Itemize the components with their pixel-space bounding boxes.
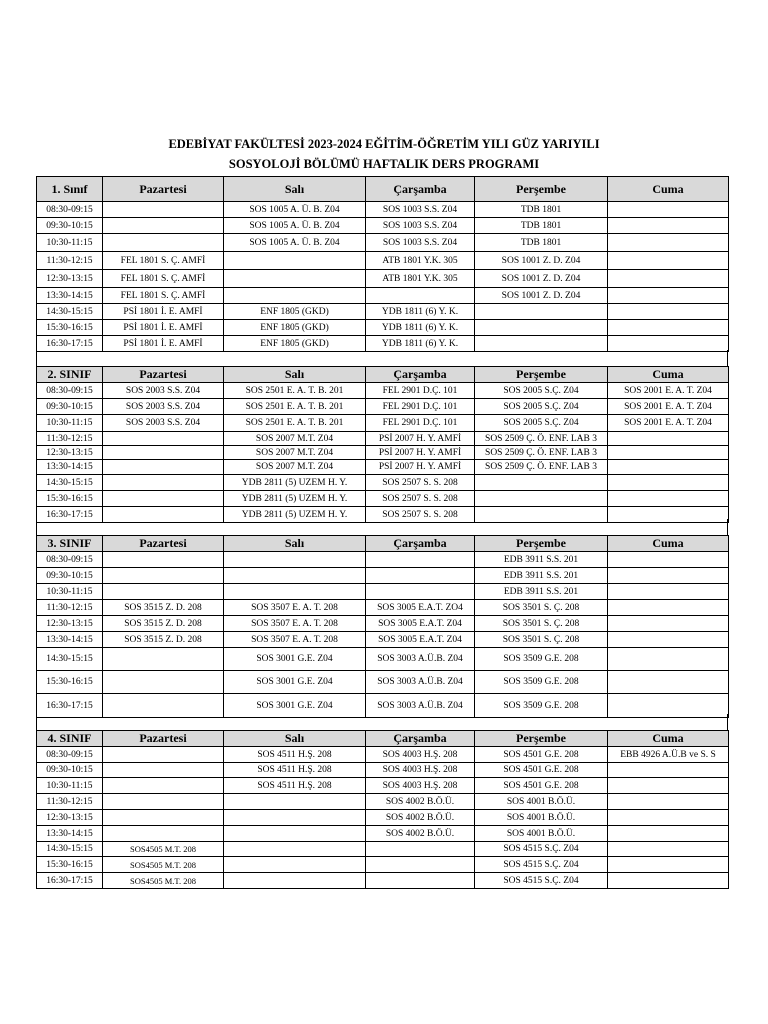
time-slot: 10:30-11:15 — [37, 234, 103, 252]
course-cell: SOS4505 M.T. 208 — [103, 857, 224, 873]
course-cell — [366, 842, 475, 857]
course-cell: SOS 2507 S. S. 208 — [366, 475, 475, 491]
time-slot: 10:30-11:15 — [37, 415, 103, 432]
class-label: 4. SINIF — [37, 731, 103, 747]
course-cell: PSİ 2007 H. Y. AMFİ — [366, 446, 475, 460]
time-slot: 14:30-15:15 — [37, 842, 103, 857]
course-cell — [608, 763, 729, 778]
course-cell — [103, 202, 224, 218]
course-cell — [608, 234, 729, 252]
time-slot: 08:30-09:15 — [37, 552, 103, 568]
table-row — [37, 270, 729, 288]
course-cell: SOS 4515 S.Ç. Z04 — [475, 842, 608, 857]
course-cell: SOS 3003 A.Ü.B. Z04 — [366, 648, 475, 671]
course-cell: SOS 2001 E. A. T. Z04 — [608, 399, 729, 415]
time-slot: 11:30-12:15 — [37, 600, 103, 616]
course-cell: SOS 1003 S.S. Z04 — [366, 218, 475, 234]
day-header: Salı — [224, 177, 366, 202]
course-cell — [103, 747, 224, 763]
course-cell: TDB 1801 — [475, 218, 608, 234]
course-cell: SOS 3507 E. A. T. 208 — [224, 600, 366, 616]
table-row — [37, 568, 729, 584]
course-cell — [103, 446, 224, 460]
course-cell: SOS 2509 Ç. Ö. ENF. LAB 3 — [475, 446, 608, 460]
course-cell: SOS 3501 S. Ç. 208 — [475, 600, 608, 616]
course-cell — [103, 460, 224, 475]
table-row — [37, 873, 729, 889]
course-cell — [608, 552, 729, 568]
course-cell: EDB 3911 S.S. 201 — [475, 568, 608, 584]
course-cell — [608, 460, 729, 475]
table-row — [37, 857, 729, 873]
course-cell — [608, 826, 729, 842]
course-cell — [224, 842, 366, 857]
time-slot: 09:30-10:15 — [37, 399, 103, 415]
course-cell — [608, 270, 729, 288]
time-slot: 11:30-12:15 — [37, 794, 103, 810]
course-cell — [224, 568, 366, 584]
course-cell: SOS 2003 S.S. Z04 — [103, 399, 224, 415]
course-cell — [224, 270, 366, 288]
table-header-row — [37, 177, 729, 202]
table-row — [37, 288, 729, 304]
course-cell — [224, 584, 366, 600]
course-cell: PSİ 1801 İ. E. AMFİ — [103, 304, 224, 320]
class-label: 2. SINIF — [37, 367, 103, 383]
time-slot: 13:30-14:15 — [37, 826, 103, 842]
course-cell — [608, 491, 729, 507]
course-cell — [224, 288, 366, 304]
course-cell: SOS 3509 G.E. 208 — [475, 671, 608, 694]
course-cell: SOS 4515 S.Ç. Z04 — [475, 873, 608, 889]
course-cell: YDB 2811 (5) UZEM H. Y. — [224, 475, 366, 491]
table-row — [37, 320, 729, 336]
course-cell — [608, 320, 729, 336]
table-row — [37, 584, 729, 600]
document-title-line2: SOSYOLOJİ BÖLÜMÜ HAFTALIK DERS PROGRAMI — [228, 157, 540, 171]
course-cell: SOS 1003 S.S. Z04 — [366, 234, 475, 252]
course-cell — [608, 632, 729, 648]
course-cell: SOS 3005 E.A.T. ZO4 — [366, 600, 475, 616]
time-slot: 15:30-16:15 — [37, 671, 103, 694]
course-cell: SOS 2005 S.Ç. Z04 — [475, 399, 608, 415]
table-row — [37, 632, 729, 648]
time-slot: 15:30-16:15 — [37, 857, 103, 873]
day-header: Pazartesi — [103, 177, 224, 202]
course-cell — [608, 218, 729, 234]
course-cell — [608, 584, 729, 600]
course-cell: SOS 3515 Z. D. 208 — [103, 600, 224, 616]
day-header: Cuma — [608, 367, 729, 383]
table-row — [37, 552, 729, 568]
table-row — [37, 432, 729, 446]
course-cell: SOS 2007 M.T. Z04 — [224, 460, 366, 475]
time-slot: 15:30-16:15 — [37, 320, 103, 336]
course-cell: SOS 2003 S.S. Z04 — [103, 383, 224, 399]
course-cell: SOS 3515 Z. D. 208 — [103, 616, 224, 632]
table-spacer — [36, 714, 728, 730]
course-cell: SOS 1005 A. Ü. B. Z04 — [224, 202, 366, 218]
course-cell: SOS 2005 S.Ç. Z04 — [475, 383, 608, 399]
day-header: Perşembe — [475, 731, 608, 747]
course-cell — [608, 446, 729, 460]
course-cell: SOS 4501 G.E. 208 — [475, 778, 608, 794]
time-slot: 09:30-10:15 — [37, 218, 103, 234]
time-slot: 08:30-09:15 — [37, 747, 103, 763]
course-cell: SOS 3005 E.A.T. Z04 — [366, 632, 475, 648]
course-cell — [366, 568, 475, 584]
time-slot: 16:30-17:15 — [37, 694, 103, 718]
class-schedule-table — [36, 176, 729, 352]
course-cell — [103, 794, 224, 810]
table-row — [37, 383, 729, 399]
course-cell — [608, 873, 729, 889]
table-row — [37, 202, 729, 218]
table-row — [37, 616, 729, 632]
course-cell: SOS 4003 H.Ş. 208 — [366, 778, 475, 794]
course-cell: TDB 1801 — [475, 234, 608, 252]
course-cell: SOS 2003 S.S. Z04 — [103, 415, 224, 432]
course-cell: SOS 1003 S.S. Z04 — [366, 202, 475, 218]
day-header: Çarşamba — [366, 177, 475, 202]
table-row — [37, 234, 729, 252]
day-header: Salı — [224, 536, 366, 552]
course-cell: SOS 3001 G.E. Z04 — [224, 671, 366, 694]
course-cell — [224, 252, 366, 270]
course-cell: SOS 3507 E. A. T. 208 — [224, 632, 366, 648]
course-cell: PSİ 1801 İ. E. AMFİ — [103, 320, 224, 336]
day-header: Perşembe — [475, 367, 608, 383]
course-cell — [608, 842, 729, 857]
course-cell: EDB 3911 S.S. 201 — [475, 552, 608, 568]
course-cell: SOS 2001 E. A. T. Z04 — [608, 415, 729, 432]
course-cell: SOS 3507 E. A. T. 208 — [224, 616, 366, 632]
course-cell — [224, 552, 366, 568]
time-slot: 14:30-15:15 — [37, 304, 103, 320]
table-row — [37, 671, 729, 694]
course-cell: ENF 1805 (GKD) — [224, 336, 366, 352]
course-cell: SOS 2501 E. A. T. B. 201 — [224, 383, 366, 399]
course-cell — [608, 778, 729, 794]
class-schedule-table — [36, 535, 729, 718]
day-header: Çarşamba — [366, 731, 475, 747]
time-slot: 12:30-13:15 — [37, 446, 103, 460]
course-cell — [224, 794, 366, 810]
course-cell: SOS 3001 G.E. Z04 — [224, 648, 366, 671]
course-cell: FEL 1801 S. Ç. AMFİ — [103, 252, 224, 270]
time-slot: 12:30-13:15 — [37, 270, 103, 288]
table-header-row — [37, 367, 729, 383]
course-cell — [224, 826, 366, 842]
course-cell: SOS 2001 E. A. T. Z04 — [608, 383, 729, 399]
day-header: Çarşamba — [366, 367, 475, 383]
course-cell: SOS 2509 Ç. Ö. ENF. LAB 3 — [475, 460, 608, 475]
course-cell: SOS 4003 H.Ş. 208 — [366, 763, 475, 778]
course-cell — [608, 794, 729, 810]
course-cell — [103, 810, 224, 826]
table-row — [37, 491, 729, 507]
course-cell: SOS 4501 G.E. 208 — [475, 763, 608, 778]
course-cell — [103, 475, 224, 491]
course-cell: SOS 2509 Ç. Ö. ENF. LAB 3 — [475, 432, 608, 446]
course-cell: SOS 3501 S. Ç. 208 — [475, 632, 608, 648]
course-cell — [103, 552, 224, 568]
course-cell: FEL 1801 S. Ç. AMFİ — [103, 288, 224, 304]
course-cell: YDB 2811 (5) UZEM H. Y. — [224, 491, 366, 507]
course-cell: SOS 3501 S. Ç. 208 — [475, 616, 608, 632]
course-cell — [608, 304, 729, 320]
time-slot: 11:30-12:15 — [37, 252, 103, 270]
time-slot: 13:30-14:15 — [37, 288, 103, 304]
course-cell: YDB 1811 (6) Y. K. — [366, 320, 475, 336]
course-cell — [103, 568, 224, 584]
course-cell: SOS 1005 A. Ü. B. Z04 — [224, 234, 366, 252]
course-cell: SOS 3001 G.E. Z04 — [224, 694, 366, 718]
time-slot: 11:30-12:15 — [37, 432, 103, 446]
course-cell: SOS 2501 E. A. T. B. 201 — [224, 399, 366, 415]
course-cell: SOS 4001 B.Ö.Ü. — [475, 810, 608, 826]
time-slot: 13:30-14:15 — [37, 460, 103, 475]
course-cell — [103, 826, 224, 842]
class-label: 3. SINIF — [37, 536, 103, 552]
course-cell — [366, 288, 475, 304]
course-cell — [103, 234, 224, 252]
table-row — [37, 842, 729, 857]
course-cell: SOS 3515 Z. D. 208 — [103, 632, 224, 648]
course-cell — [608, 432, 729, 446]
course-cell: YDB 1811 (6) Y. K. — [366, 336, 475, 352]
course-cell: SOS 4002 B.Ö.Ü. — [366, 826, 475, 842]
time-slot: 16:30-17:15 — [37, 507, 103, 523]
course-cell: EDB 3911 S.S. 201 — [475, 584, 608, 600]
course-cell — [103, 671, 224, 694]
class-schedule-table — [36, 730, 729, 889]
course-cell — [608, 671, 729, 694]
course-cell: ATB 1801 Y.K. 305 — [366, 270, 475, 288]
course-cell — [224, 810, 366, 826]
table-row — [37, 218, 729, 234]
course-cell: SOS 3003 A.Ü.B. Z04 — [366, 694, 475, 718]
course-cell — [475, 491, 608, 507]
course-cell — [103, 648, 224, 671]
table-row — [37, 778, 729, 794]
day-header: Cuma — [608, 177, 729, 202]
course-cell: SOS 4511 H.Ş. 208 — [224, 747, 366, 763]
course-cell: SOS 4002 B.Ö.Ü. — [366, 794, 475, 810]
course-cell — [103, 584, 224, 600]
course-cell: SOS 3005 E.A.T. Z04 — [366, 616, 475, 632]
day-header: Salı — [224, 367, 366, 383]
table-spacer — [36, 350, 728, 366]
course-cell: SOS 2501 E. A. T. B. 201 — [224, 415, 366, 432]
course-cell: TDB 1801 — [475, 202, 608, 218]
class-schedule-table — [36, 366, 729, 523]
course-cell — [608, 288, 729, 304]
course-cell — [103, 778, 224, 794]
time-slot: 12:30-13:15 — [37, 810, 103, 826]
course-cell — [475, 475, 608, 491]
course-cell: SOS 3509 G.E. 208 — [475, 648, 608, 671]
day-header: Pazartesi — [103, 731, 224, 747]
course-cell: ATB 1801 Y.K. 305 — [366, 252, 475, 270]
table-spacer — [36, 519, 728, 535]
course-cell — [608, 202, 729, 218]
table-row — [37, 648, 729, 671]
course-cell: ENF 1805 (GKD) — [224, 320, 366, 336]
course-cell: SOS4505 M.T. 208 — [103, 873, 224, 889]
class-label: 1. Sınıf — [37, 177, 103, 202]
course-cell — [366, 584, 475, 600]
course-cell: SOS 1005 A. Ü. B. Z04 — [224, 218, 366, 234]
time-slot: 14:30-15:15 — [37, 475, 103, 491]
time-slot: 10:30-11:15 — [37, 778, 103, 794]
course-cell: SOS 2007 M.T. Z04 — [224, 432, 366, 446]
course-cell: SOS 4511 H.Ş. 208 — [224, 763, 366, 778]
table-row — [37, 304, 729, 320]
course-cell: SOS 3509 G.E. 208 — [475, 694, 608, 718]
course-cell — [224, 873, 366, 889]
course-cell: SOS 4515 S.Ç. Z04 — [475, 857, 608, 873]
table-row — [37, 600, 729, 616]
time-slot: 16:30-17:15 — [37, 336, 103, 352]
course-cell — [608, 475, 729, 491]
table-header-row — [37, 731, 729, 747]
course-cell — [608, 568, 729, 584]
time-slot: 15:30-16:15 — [37, 491, 103, 507]
table-row — [37, 810, 729, 826]
table-row — [37, 747, 729, 763]
course-cell — [608, 600, 729, 616]
course-cell — [103, 763, 224, 778]
table-row — [37, 763, 729, 778]
day-header: Pazartesi — [103, 536, 224, 552]
course-cell — [366, 857, 475, 873]
time-slot: 09:30-10:15 — [37, 568, 103, 584]
table-row — [37, 399, 729, 415]
time-slot: 12:30-13:15 — [37, 616, 103, 632]
course-cell: SOS4505 M.T. 208 — [103, 842, 224, 857]
course-cell: SOS 4001 B.Ö.Ü. — [475, 794, 608, 810]
table-row — [37, 446, 729, 460]
course-cell: SOS 4501 G.E. 208 — [475, 747, 608, 763]
course-cell: SOS 1001 Z. D. Z04 — [475, 252, 608, 270]
course-cell: FEL 2901 D.Ç. 101 — [366, 415, 475, 432]
time-slot: 09:30-10:15 — [37, 763, 103, 778]
table-row — [37, 415, 729, 432]
table-row — [37, 460, 729, 475]
course-cell: SOS 2507 S. S. 208 — [366, 507, 475, 523]
course-cell: YDB 1811 (6) Y. K. — [366, 304, 475, 320]
course-cell: SOS 1001 Z. D. Z04 — [475, 270, 608, 288]
course-cell — [366, 552, 475, 568]
table-header-row — [37, 536, 729, 552]
time-slot: 08:30-09:15 — [37, 202, 103, 218]
course-cell: FEL 2901 D.Ç. 101 — [366, 383, 475, 399]
time-slot: 10:30-11:15 — [37, 584, 103, 600]
course-cell: SOS 4001 B.Ö.Ü. — [475, 826, 608, 842]
course-cell — [608, 648, 729, 671]
course-cell — [103, 432, 224, 446]
time-slot: 08:30-09:15 — [37, 383, 103, 399]
course-cell: SOS 4003 H.Ş. 208 — [366, 747, 475, 763]
table-row — [37, 252, 729, 270]
course-cell: SOS 2005 S.Ç. Z04 — [475, 415, 608, 432]
course-cell: PSİ 2007 H. Y. AMFİ — [366, 432, 475, 446]
course-cell — [608, 857, 729, 873]
course-cell: SOS 4002 B.Ö.Ü. — [366, 810, 475, 826]
course-cell — [608, 810, 729, 826]
time-slot: 16:30-17:15 — [37, 873, 103, 889]
time-slot: 14:30-15:15 — [37, 648, 103, 671]
course-cell: FEL 1801 S. Ç. AMFİ — [103, 270, 224, 288]
course-cell — [366, 873, 475, 889]
course-cell: SOS 2007 M.T. Z04 — [224, 446, 366, 460]
course-cell: ENF 1805 (GKD) — [224, 304, 366, 320]
course-cell: SOS 4511 H.Ş. 208 — [224, 778, 366, 794]
day-header: Çarşamba — [366, 536, 475, 552]
course-cell — [103, 491, 224, 507]
day-header: Perşembe — [475, 177, 608, 202]
course-cell: SOS 3003 A.Ü.B. Z04 — [366, 671, 475, 694]
table-row — [37, 826, 729, 842]
course-cell: YDB 2811 (5) UZEM H. Y. — [224, 507, 366, 523]
course-cell — [103, 218, 224, 234]
course-cell — [608, 252, 729, 270]
time-slot: 13:30-14:15 — [37, 632, 103, 648]
day-header: Perşembe — [475, 536, 608, 552]
course-cell: EBB 4926 A.Ü.B ve S. S — [608, 747, 729, 763]
course-cell: PSİ 1801 İ. E. AMFİ — [103, 336, 224, 352]
course-cell: FEL 2901 D.Ç. 101 — [366, 399, 475, 415]
table-row — [37, 475, 729, 491]
course-cell: SOS 1001 Z. D. Z04 — [475, 288, 608, 304]
day-header: Pazartesi — [103, 367, 224, 383]
document-title-line1: EDEBİYAT FAKÜLTESİ 2023-2024 EĞİTİM-ÖĞRETİM YILI GÜZ YARIYILI — [168, 137, 600, 151]
course-cell: PSİ 2007 H. Y. AMFİ — [366, 460, 475, 475]
table-row — [37, 794, 729, 810]
course-cell — [475, 320, 608, 336]
course-cell: SOS 2507 S. S. 208 — [366, 491, 475, 507]
course-cell — [224, 857, 366, 873]
day-header: Cuma — [608, 731, 729, 747]
course-cell — [475, 304, 608, 320]
day-header: Salı — [224, 731, 366, 747]
day-header: Cuma — [608, 536, 729, 552]
course-cell — [608, 616, 729, 632]
